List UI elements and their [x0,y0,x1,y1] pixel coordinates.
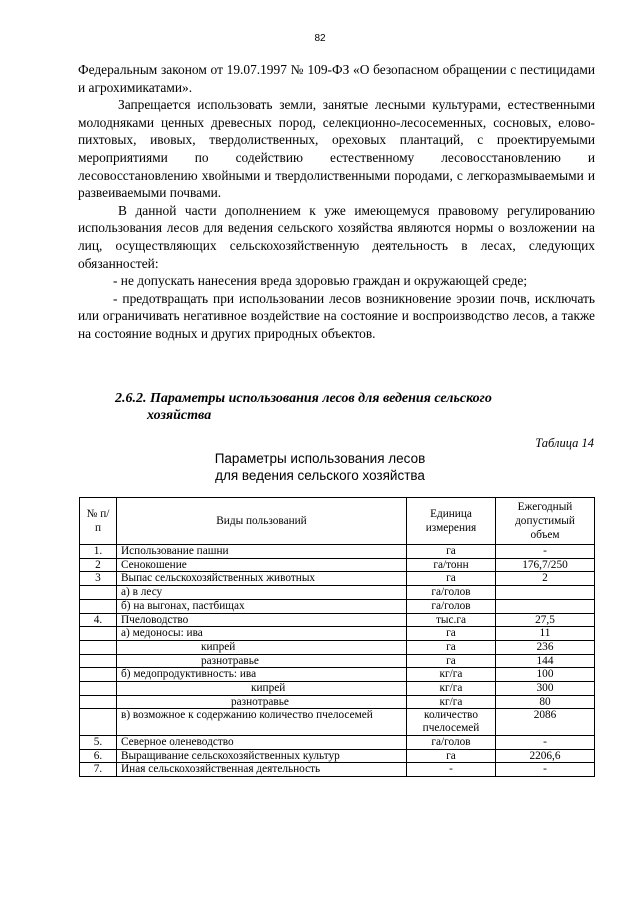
table-title [0,450,640,484]
cell-unit: кг/га [407,668,496,682]
cell-volume [496,586,595,600]
cell-unit: - [407,763,496,777]
paragraph-2: Запрещается использовать земли, занятые лесными культурами, естественными молодняками ценных древесных пород, селекционно-лесосеменных, сосновых, елово-пихтовых, ивовых, твердолиственных, ореховых плантаций, с проектируемыми мероприятиями по содействию естественному лесовосстановлению и лесовосстановлению хвойными и твердолиственными породами, с легкоразмываемыми и развеиваемыми почвами. [78,97,595,201]
cell-usage-type: а) в лесу [117,586,407,600]
cell-number [80,709,117,735]
cell-number [80,682,117,696]
header-usage-type: Виды пользований [117,498,407,545]
cell-usage-type: разнотравье [117,695,407,709]
section-heading-line-2: хозяйства [147,408,212,423]
cell-unit: га/тонн [407,558,496,572]
cell-number [80,654,117,668]
cell-volume: 100 [496,668,595,682]
table-row [80,749,595,763]
cell-unit: тыс.га [407,613,496,627]
cell-number: 1. [80,545,117,559]
cell-number: 5. [80,735,117,749]
cell-number [80,640,117,654]
cell-volume: - [496,735,595,749]
cell-number [80,668,117,682]
table-title-line-2: для ведения сельского хозяйства [215,468,425,483]
table-body [80,545,595,777]
parameters-table [79,497,595,777]
cell-unit: га [407,654,496,668]
table-header-row [80,498,595,545]
cell-usage-type: б) на выгонах, пастбищах [117,599,407,613]
cell-volume: 236 [496,640,595,654]
cell-volume: 2 [496,572,595,586]
cell-unit: кг/га [407,695,496,709]
cell-usage-type: Выращивание сельскохозяйственных культур [117,749,407,763]
cell-unit: га [407,640,496,654]
cell-unit: га [407,627,496,641]
cell-unit: га [407,545,496,559]
cell-unit: га/голов [407,735,496,749]
table-row [80,709,595,735]
cell-usage-type: Пчеловодство [117,613,407,627]
table-row [80,586,595,600]
cell-usage-type: кипрей [117,640,407,654]
table-caption: Таблица 14 [535,436,594,450]
table-row [80,545,595,559]
table-row [80,682,595,696]
table-row [80,599,595,613]
cell-volume: 176,7/250 [496,558,595,572]
section-heading-line-1: 2.6.2. Параметры использования лесов для ведения сельского [115,391,492,406]
cell-volume: 2206,6 [496,749,595,763]
cell-volume: 27,5 [496,613,595,627]
paragraph-1: Федеральным законом от 19.07.1997 № 109-ФЗ «О безопасном обращении с пестицидами и агрохимикатами». [78,62,595,95]
cell-volume: - [496,545,595,559]
paragraph-3: В данной части дополнением к уже имеющемуся правовому регулированию использования лесов для ведения сельского хозяйства являются нормы о возложении на лиц, осуществляющих сельскохозяйственную деятельность в лесах, следующих обязанностей: [78,202,595,271]
section-heading [115,390,585,424]
cell-unit: количество пчелосемей [407,709,496,735]
cell-number [80,599,117,613]
cell-unit: га [407,749,496,763]
cell-number [80,695,117,709]
cell-number: 6. [80,749,117,763]
cell-usage-type: Северное оленеводство [117,735,407,749]
cell-usage-type: Иная сельскохозяйственная деятельность [117,763,407,777]
cell-unit: га/голов [407,599,496,613]
cell-number [80,627,117,641]
cell-volume: 300 [496,682,595,696]
cell-number [80,586,117,600]
cell-usage-type: Сенокошение [117,558,407,572]
table-row [80,735,595,749]
cell-volume [496,599,595,613]
table-row [80,627,595,641]
cell-usage-type: Выпас сельскохозяйственных животных [117,572,407,586]
table-row [80,695,595,709]
cell-unit: кг/га [407,682,496,696]
bullet-item-2: - предотвращать при использовании лесов возникновение эрозии почв, исключать или ограничивать негативное воздействие на состояние и воспроизводство лесов, а также на состояние водных и других природных объектов. [78,290,595,341]
cell-usage-type: кипрей [117,682,407,696]
table-row [80,763,595,777]
table-row [80,572,595,586]
cell-usage-type: в) возможное к содержанию количество пчелосемей [117,709,407,735]
cell-usage-type: б) медопродуктивность: ива [117,668,407,682]
cell-number: 4. [80,613,117,627]
cell-usage-type: а) медоносы: ива [117,627,407,641]
cell-usage-type: Использование пашни [117,545,407,559]
bullet-item-1: - не допускать нанесения вреда здоровью граждан и окружающей среде; [113,273,528,289]
cell-number: 7. [80,763,117,777]
cell-volume: 11 [496,627,595,641]
table-title-line-1: Параметры использования лесов [214,451,426,466]
cell-volume: 144 [496,654,595,668]
cell-volume: 80 [496,695,595,709]
cell-volume: 2086 [496,709,595,735]
header-volume: Ежегодный допустимый объем [496,498,595,545]
table-row [80,668,595,682]
page-number: 82 [314,33,326,44]
header-number: № п/п [80,498,117,545]
cell-unit: га/голов [407,586,496,600]
table-row [80,654,595,668]
header-unit: Единица измерения [407,498,496,545]
table-row [80,640,595,654]
cell-number: 3 [80,572,117,586]
cell-number: 2 [80,558,117,572]
table-row [80,558,595,572]
table-row [80,613,595,627]
body-text [78,61,595,343]
cell-unit: га [407,572,496,586]
cell-usage-type: разнотравье [117,654,407,668]
cell-volume: - [496,763,595,777]
